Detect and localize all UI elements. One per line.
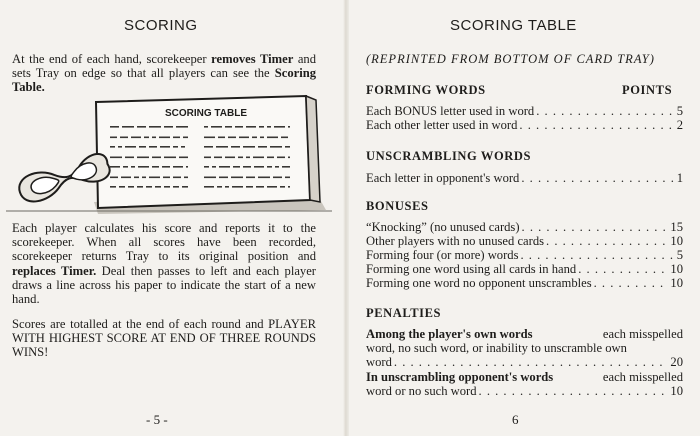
page-number-right: 6 xyxy=(512,412,519,427)
replace-timer-emphasis: replaces Timer. xyxy=(12,263,97,278)
winner-rule-paragraph: Scores are totalled at the end of each round and PLAYER WITH HIGHEST SCORE AT END OF THREE ROUNDS WINS! xyxy=(12,317,316,360)
scoring-table-emphasis: Scoring Table. xyxy=(12,66,316,95)
points-column-label: POINTS xyxy=(622,83,673,97)
unscrambling-words-title: UNSCRAMBLING WORDS xyxy=(366,149,532,163)
scoring-intro-paragraph: At the end of each hand, scorekeeper removes Timer and sets Tray on edge so that all players can see the Scoring Table. xyxy=(12,52,317,95)
remove-timer-emphasis: removes Timer xyxy=(211,52,294,66)
score-row: “Knocking” (no unused cards) . . . 15 xyxy=(366,220,683,234)
score-row: Other players with no unused cards . . . 10 xyxy=(366,234,683,248)
opponent-words-penalty: In unscrambling opponent's words each misspelled word or no such word . . . 10 xyxy=(366,370,683,398)
own-words-penalty: Among the player's own words each misspelled word, no such word, or inability to unscramble own word . . . 20 xyxy=(366,327,683,369)
tray-timer-illustration xyxy=(6,92,332,214)
penalties-title: PENALTIES xyxy=(366,306,442,320)
page-fold xyxy=(343,0,349,436)
scoring-heading: SCORING xyxy=(124,17,198,34)
scoring-procedure-paragraph: Each player calculates his score and reports it to the scorekeeper. When all scores have been recorded, scorekeeper returns Tray to its original position and replaces Timer. Deal then passes to left and each player draws a line across his paper to indicate the start of a new hand. xyxy=(12,221,316,307)
left-page xyxy=(0,0,340,436)
bonuses-title: BONUSES xyxy=(366,199,429,213)
tray-card-title: SCORING TABLE xyxy=(164,108,248,119)
scoring-table-heading: SCORING TABLE xyxy=(450,17,577,34)
score-row: Forming one word using all cards in hand . . . 10 xyxy=(366,262,683,276)
score-row: Forming one word no opponent unscrambles . . . 10 xyxy=(366,276,683,290)
score-row: Forming four (or more) words . . . 5 xyxy=(366,248,683,262)
score-row: Each other letter used in word . . . 2 xyxy=(366,118,683,132)
score-row: Each BONUS letter used in word . . . 5 xyxy=(366,104,683,118)
reprint-note: (REPRINTED FROM BOTTOM OF CARD TRAY) xyxy=(366,52,655,66)
right-page xyxy=(352,0,700,436)
score-row: Each letter in opponent's word . . . 1 xyxy=(366,171,683,185)
page-number-left: - 5 - xyxy=(146,412,168,427)
forming-words-title: FORMING WORDS xyxy=(366,83,486,97)
